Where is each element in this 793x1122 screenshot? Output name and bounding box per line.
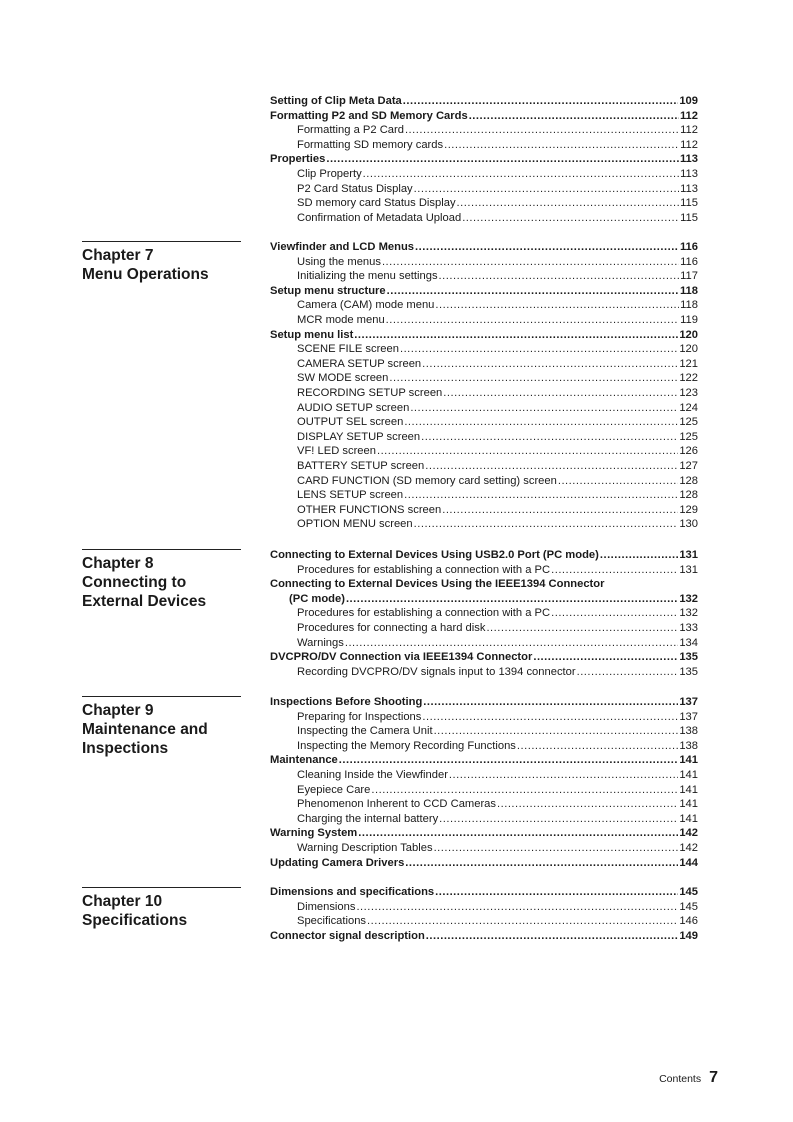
toc-page-number: 112 xyxy=(680,124,698,137)
toc-page-number: 113 xyxy=(679,153,698,166)
toc-entry[interactable] xyxy=(270,665,698,680)
leader-dots xyxy=(358,826,678,841)
leader-dots xyxy=(449,768,678,783)
leader-dots xyxy=(439,269,680,284)
leader-dots xyxy=(434,724,679,739)
leader-dots xyxy=(577,665,679,680)
leader-dots xyxy=(426,929,679,944)
toc-entry-text: Confirmation of Metadata Upload xyxy=(297,211,462,224)
toc-entry[interactable] xyxy=(270,739,698,754)
toc-page-number: 135 xyxy=(679,665,698,678)
toc-entry-text: Formatting a P2 Card xyxy=(297,124,404,137)
leader-dots xyxy=(422,710,678,725)
toc-entry[interactable] xyxy=(270,488,698,503)
toc-entry-text: Connecting to External Devices Using the IEEE1394 Connector xyxy=(270,578,605,591)
toc-page-number: 138 xyxy=(679,739,698,752)
leader-dots xyxy=(386,313,679,328)
toc-entry[interactable] xyxy=(270,109,698,124)
leader-dots xyxy=(551,563,678,578)
toc-entry[interactable] xyxy=(270,517,698,532)
chapter-title: Maintenance and xyxy=(82,720,208,738)
toc-page-number: 128 xyxy=(679,474,698,487)
toc-page-number: 115 xyxy=(680,197,698,210)
toc-entry-line xyxy=(270,592,698,607)
leader-dots xyxy=(415,240,679,255)
toc-entry-text: Procedures for establishing a connection with a PC xyxy=(297,607,551,620)
toc-page-number: 135 xyxy=(679,651,698,664)
toc-entry-text: SD memory card Status Display xyxy=(297,197,456,210)
toc-entry-text: Formatting P2 and SD Memory Cards xyxy=(270,109,468,122)
toc-entry-text: Specifications xyxy=(297,915,367,928)
leader-dots xyxy=(404,488,678,503)
toc-page-number: 145 xyxy=(679,886,698,898)
toc-entry[interactable] xyxy=(270,167,698,182)
toc-entry-text: Inspections Before Shooting xyxy=(270,696,423,708)
toc-entry-text: Setting of Clip Meta Data xyxy=(270,95,402,107)
toc-page-number: 149 xyxy=(679,929,698,942)
toc-entry-text: Procedures for establishing a connection with a PC xyxy=(297,563,551,576)
leader-dots xyxy=(354,328,678,343)
chapter-heading-8 xyxy=(82,549,241,611)
toc-page-number: 125 xyxy=(679,430,698,443)
toc-entry-text: Dimensions xyxy=(297,900,356,913)
toc-page-number: 129 xyxy=(679,503,698,516)
toc-page-number: 142 xyxy=(679,841,698,854)
leader-dots xyxy=(367,914,678,929)
leader-dots xyxy=(405,123,679,138)
toc-entry[interactable] xyxy=(270,797,698,812)
toc-entry-text: Inspecting the Camera Unit xyxy=(297,725,433,738)
toc-page-number: 118 xyxy=(680,299,698,312)
toc-page-number: 134 xyxy=(679,636,698,649)
toc-entry-text: Preparing for Inspections xyxy=(297,710,422,723)
leader-dots xyxy=(400,342,678,357)
toc-entry-text: Viewfinder and LCD Menus xyxy=(270,241,415,253)
toc-page-number: 120 xyxy=(679,343,698,356)
toc-page-number: 130 xyxy=(679,518,698,531)
toc-entry[interactable] xyxy=(270,503,698,518)
toc-entry[interactable] xyxy=(270,650,698,665)
chapter-title: Connecting to xyxy=(82,573,187,591)
toc-entry[interactable] xyxy=(270,885,698,900)
toc-page-number: 142 xyxy=(679,827,698,840)
toc-entry-text: DISPLAY SETUP screen xyxy=(297,430,421,443)
leader-dots xyxy=(442,503,678,518)
toc-page-number: 125 xyxy=(679,416,698,429)
toc-entry-text: Warning System xyxy=(270,827,358,840)
toc-entry-text: DVCPRO/DV Connection via IEEE1394 Connector xyxy=(270,651,533,664)
toc-entry[interactable] xyxy=(270,914,698,929)
leader-dots xyxy=(600,548,678,563)
leader-dots xyxy=(405,856,678,871)
toc-page-number: 122 xyxy=(679,372,698,385)
toc-entry[interactable] xyxy=(270,123,698,138)
leader-dots xyxy=(326,152,679,167)
toc-page-number: 112 xyxy=(680,138,698,151)
toc-entry[interactable] xyxy=(270,240,698,255)
toc-page-number: 133 xyxy=(679,621,698,634)
toc-block-chapter10 xyxy=(270,885,698,943)
leader-dots xyxy=(377,444,678,459)
toc-entry-text: Procedures for connecting a hard disk xyxy=(297,621,486,634)
toc-entry[interactable] xyxy=(270,459,698,474)
leader-dots xyxy=(404,415,678,430)
leader-dots xyxy=(517,739,678,754)
leader-dots xyxy=(558,474,678,489)
toc-entry[interactable] xyxy=(270,152,698,167)
toc-entry[interactable] xyxy=(270,783,698,798)
toc-page-number: 141 xyxy=(679,768,698,781)
toc-entry[interactable] xyxy=(270,94,698,109)
leader-dots xyxy=(414,517,679,532)
toc-entry-text: Camera (CAM) mode menu xyxy=(297,299,435,312)
leader-dots xyxy=(339,753,679,768)
toc-entry-text: Warning Description Tables xyxy=(297,841,433,854)
toc-page-number: 127 xyxy=(679,459,698,472)
toc-entry-text: Connector signal description xyxy=(270,929,425,942)
leader-dots xyxy=(382,255,679,270)
toc-page-number: 109 xyxy=(679,95,698,107)
chapter-number: Chapter 10 xyxy=(82,893,163,910)
toc-page-number: 132 xyxy=(679,607,698,620)
chapter-heading-9 xyxy=(82,696,241,758)
page-number: 7 xyxy=(709,1069,718,1086)
toc-entry[interactable] xyxy=(270,342,698,357)
toc-entry[interactable] xyxy=(270,313,698,328)
toc-page-number: 120 xyxy=(679,328,698,341)
leader-dots xyxy=(356,900,678,915)
toc-page-number: 115 xyxy=(680,211,698,224)
toc-entry[interactable] xyxy=(270,768,698,783)
toc-entry-text: Setup menu structure xyxy=(270,284,386,297)
toc-entry-text: VF! LED screen xyxy=(297,445,376,458)
toc-entry-text: Formatting SD memory cards xyxy=(297,138,444,151)
toc-entry[interactable] xyxy=(270,753,698,768)
toc-block-chapter8 xyxy=(270,548,698,679)
toc-entry-line xyxy=(270,577,698,592)
toc-entry[interactable] xyxy=(270,328,698,343)
toc-page-number: 146 xyxy=(679,915,698,928)
leader-dots xyxy=(410,401,678,416)
toc-page-number: 116 xyxy=(679,241,698,253)
leader-dots xyxy=(389,371,678,386)
toc-page-number: 116 xyxy=(680,255,698,268)
toc-entry[interactable] xyxy=(270,255,698,270)
toc-entry-text: Inspecting the Memory Recording Functions xyxy=(297,739,516,752)
chapter-number: Chapter 8 xyxy=(82,555,154,572)
toc-entry[interactable] xyxy=(270,724,698,739)
toc-entry[interactable] xyxy=(270,621,698,636)
toc-entry[interactable] xyxy=(270,284,698,299)
leader-dots xyxy=(435,298,679,313)
toc-page-number: 141 xyxy=(679,812,698,825)
toc-entry-text: SCENE FILE screen xyxy=(297,343,399,356)
toc-entry[interactable] xyxy=(270,269,698,284)
toc-entry-text: Setup menu list xyxy=(270,328,354,341)
toc-entry[interactable] xyxy=(270,444,698,459)
toc-page-number: 131 xyxy=(679,563,698,576)
toc-page-number: 137 xyxy=(679,710,698,723)
toc-page-number: 119 xyxy=(680,313,698,326)
toc-entry-text-continued: (PC mode) xyxy=(289,592,345,605)
toc-entry[interactable] xyxy=(270,386,698,401)
leader-dots xyxy=(462,211,679,226)
toc-page-number: 145 xyxy=(679,900,698,913)
leader-dots xyxy=(423,695,678,710)
toc-page-number: 124 xyxy=(679,401,698,414)
leader-dots xyxy=(414,182,680,197)
leader-dots xyxy=(387,284,679,299)
leader-dots xyxy=(469,109,679,124)
toc-entry-text: OPTION MENU screen xyxy=(297,518,413,531)
toc-page-number: 131 xyxy=(679,549,698,561)
toc-entry[interactable] xyxy=(270,298,698,313)
chapter-number: Chapter 7 xyxy=(82,247,154,264)
chapter-heading-10 xyxy=(82,887,241,931)
leader-dots xyxy=(533,650,678,665)
toc-entry-text: OTHER FUNCTIONS screen xyxy=(297,503,442,516)
toc-entry[interactable] xyxy=(270,695,698,710)
leader-dots xyxy=(403,94,679,109)
toc-entry[interactable] xyxy=(270,401,698,416)
toc-page-number: 141 xyxy=(679,783,698,796)
leader-dots xyxy=(346,592,678,607)
toc-entry[interactable] xyxy=(270,929,698,944)
toc-entry[interactable] xyxy=(270,415,698,430)
leader-dots xyxy=(422,357,678,372)
toc-page-number: 121 xyxy=(679,357,698,370)
toc-page-number: 128 xyxy=(679,489,698,502)
toc-entry[interactable] xyxy=(270,548,698,563)
toc-block-chapter9 xyxy=(270,695,698,870)
leader-dots xyxy=(551,606,678,621)
toc-block-chapter6 xyxy=(270,94,698,225)
toc-page-number: 144 xyxy=(679,856,698,869)
leader-dots xyxy=(457,196,680,211)
toc-entry[interactable] xyxy=(270,841,698,856)
toc-page-number: 141 xyxy=(679,754,698,767)
toc-page-number: 112 xyxy=(679,109,698,122)
toc-entry-text: Connecting to External Devices Using USB2.0 Port (PC mode) xyxy=(270,549,599,561)
chapter-title: Inspections xyxy=(82,739,169,757)
toc-entry-text: CARD FUNCTION (SD memory card setting) screen xyxy=(297,474,557,487)
toc-page-number: 113 xyxy=(680,167,698,180)
leader-dots xyxy=(443,386,678,401)
toc-entry[interactable] xyxy=(270,826,698,841)
toc-page-number: 141 xyxy=(679,798,698,811)
leader-dots xyxy=(363,167,679,182)
toc-entry-text: Phenomenon Inherent to CCD Cameras xyxy=(297,798,496,811)
toc-entry[interactable] xyxy=(270,430,698,445)
leader-dots xyxy=(497,797,678,812)
leader-dots xyxy=(439,812,678,827)
toc-block-chapter7 xyxy=(270,240,698,532)
toc-entry[interactable] xyxy=(270,211,698,226)
chapter-title: Specifications xyxy=(82,911,188,929)
toc-entry-text: BATTERY SETUP screen xyxy=(297,459,425,472)
leader-dots xyxy=(345,636,678,651)
toc-entry[interactable] xyxy=(270,606,698,621)
leader-dots xyxy=(421,430,678,445)
toc-entry[interactable] xyxy=(270,138,698,153)
toc-entry[interactable] xyxy=(270,577,698,606)
toc-entry-text: Warnings xyxy=(297,636,344,649)
toc-entry-text: LENS SETUP screen xyxy=(297,489,404,502)
page-footer xyxy=(659,1069,718,1087)
leader-dots xyxy=(435,885,678,900)
toc-page-number: 117 xyxy=(680,270,698,283)
leader-dots xyxy=(425,459,678,474)
toc-entry[interactable] xyxy=(270,371,698,386)
toc-entry[interactable] xyxy=(270,563,698,578)
chapter-heading-7 xyxy=(82,241,241,285)
toc-entry-text: AUDIO SETUP screen xyxy=(297,401,410,414)
toc-entry-text: SW MODE screen xyxy=(297,372,389,385)
chapter-title: Menu Operations xyxy=(82,265,209,283)
toc-entry[interactable] xyxy=(270,900,698,915)
toc-page-number: 132 xyxy=(679,592,698,605)
leader-dots xyxy=(434,841,679,856)
toc-page-number: 126 xyxy=(679,445,698,458)
toc-page-number: 113 xyxy=(680,182,698,195)
toc-entry[interactable] xyxy=(270,182,698,197)
toc-entry-text: OUTPUT SEL screen xyxy=(297,416,404,429)
leader-dots xyxy=(486,621,678,636)
toc-entry-text: P2 Card Status Display xyxy=(297,182,413,195)
toc-entry-text: Cleaning Inside the Viewfinder xyxy=(297,768,448,781)
toc-entry-text: Properties xyxy=(270,153,326,166)
toc-entry[interactable] xyxy=(270,196,698,211)
chapter-title: External Devices xyxy=(82,592,207,610)
toc-entry-text: CAMERA SETUP screen xyxy=(297,357,422,370)
toc-entry-text: Using the menus xyxy=(297,255,381,268)
leader-dots xyxy=(444,138,679,153)
toc-page-number: 123 xyxy=(679,386,698,399)
toc-entry-text: Charging the internal battery xyxy=(297,812,439,825)
toc-entry[interactable] xyxy=(270,357,698,372)
toc-page-number: 138 xyxy=(679,725,698,738)
toc-entry[interactable] xyxy=(270,856,698,871)
toc-entry-text: Clip Property xyxy=(297,167,362,180)
toc-entry-text: Recording DVCPRO/DV signals input to 1394 connector xyxy=(297,665,576,678)
toc-entry-text: Updating Camera Drivers xyxy=(270,856,405,869)
toc-entry-text: MCR mode menu xyxy=(297,313,385,326)
toc-entry[interactable] xyxy=(270,812,698,827)
footer-label: Contents xyxy=(659,1073,702,1085)
leader-dots xyxy=(371,783,678,798)
toc-entry[interactable] xyxy=(270,474,698,489)
toc-entry-text: Dimensions and specifications xyxy=(270,886,435,898)
toc-page-number: 137 xyxy=(679,696,698,708)
toc-entry-text: Eyepiece Care xyxy=(297,783,371,796)
toc-page-number: 118 xyxy=(679,284,698,297)
toc-entry-text: RECORDING SETUP screen xyxy=(297,386,443,399)
toc-entry-text: Initializing the menu settings xyxy=(297,270,438,283)
chapter-number: Chapter 9 xyxy=(82,702,154,719)
toc-entry[interactable] xyxy=(270,636,698,651)
toc-entry[interactable] xyxy=(270,710,698,725)
toc-entry-text: Maintenance xyxy=(270,754,338,767)
